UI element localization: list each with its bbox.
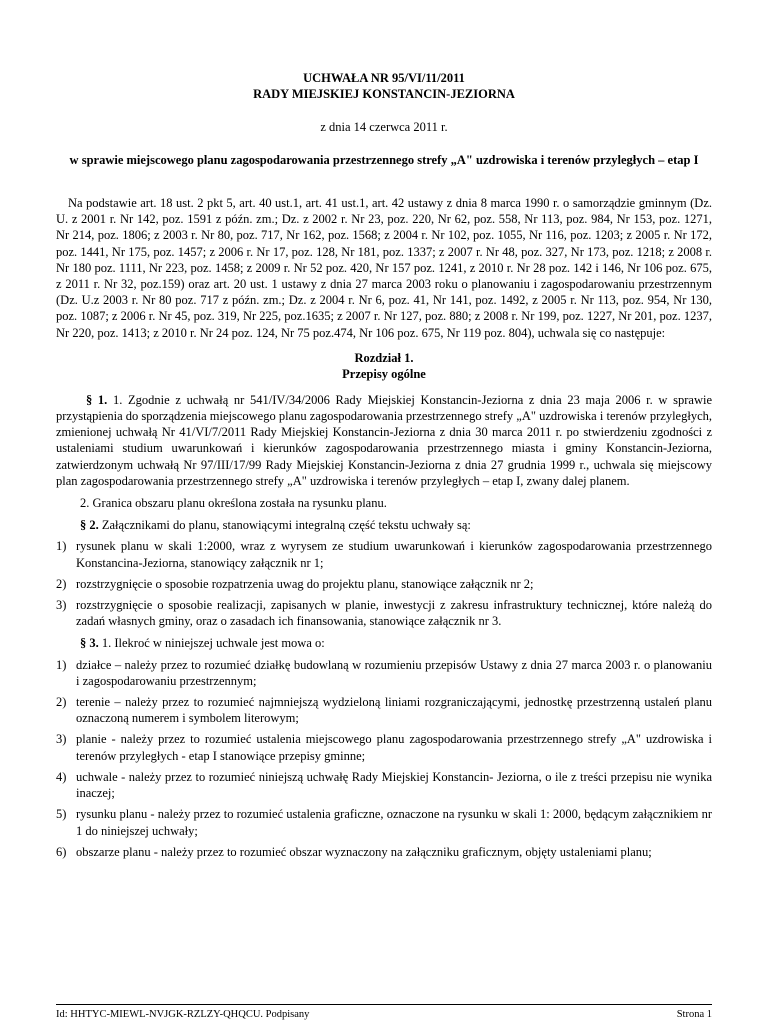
section-2-paragraph xyxy=(56,517,712,533)
list-item-text: działce – należy przez to rozumieć działkę budowlaną w rozumieniu przepisów Ustawy z dnia 27 marca 2003 r. o planowaniu i zagospodarowaniu przestrzennym; xyxy=(76,657,712,688)
footer-divider xyxy=(56,1004,712,1005)
list-item-text: planie - należy przez to rozumieć ustalenia miejscowego planu zagospodarowania przestrzennego strefy „A" uzdrowiska i terenów przyległych - etap I stanowiące przepisy gminne; xyxy=(76,732,712,763)
document-content xyxy=(56,70,712,860)
page-number: Strona 1 xyxy=(676,1009,712,1020)
legal-basis-paragraph: Na podstawie art. 18 ust. 2 pkt 5, art. 40 ust.1, art. 41 ust.1, art. 42 ustawy z dnia 8 marca 1990 r. o samorządzie gminnym (Dz. U. z 2001 r. Nr 142, poz. 1591 z późn. zm.; Dz. z 2002 r. Nr 23, poz. 220, Nr 62, poz. 558, Nr 113, poz. 984, Nr 153, poz. 1271, Nr 214, poz. 1806; z 2003 r. Nr 80, poz. 717, Nr 162, poz. 1568; z 2004 r. Nr 102, poz. 1055, Nr 116, poz. 1203; z 2005 r. Nr 172, poz. 1441, Nr 175, poz. 1457; z 2006 r. Nr 17, poz. 128, Nr 181, poz. 1337; z 2007 r. Nr 48, poz. 327, Nr 173, poz. 1218; z 2008 r. Nr 180 poz. 1111, Nr 223, poz. 1458; z 2009 r. Nr 52 poz. 420, Nr 157 poz. 1241, z 2010 r. Nr 28 poz. 142 i 146, Nr 106 poz. 675, z 2011 r. Nr 32, poz.159) oraz art. 20 ust. 1 ustawy z dnia 27 marca 2003 roku o planowaniu i zagospodarowaniu przestrzennym (Dz. U.z 2003 r. Nr 80 poz. 717 z późn. zm.; Dz. z 2004 r. Nr 6, poz. 41, Nr 141, poz. 1492, z 2005 r. Nr 113, poz. 954, Nr 130, poz. 1087; z 2006 r. Nr 45, poz. 319, Nr 225, poz.1635; z 2007 r. Nr 127, poz. 880; z 2008 r. Nr 199, poz. 1227, Nr 201, poz. 1237, Nr 220, poz. 1413; z 2010 r. Nr 24 poz. 124, Nr 75 poz.474, Nr 106 poz. 675, Nr 119 poz. 804), uchwala się co następuje: xyxy=(56,196,712,340)
list-item-number: 5) xyxy=(56,807,67,822)
list-item-number: 2) xyxy=(56,576,67,591)
list-item-text: terenie – należy przez to rozumieć najmniejszą wydzieloną liniami rozgraniczającymi, jednostkę przestrzenną ustaleń planu oznaczoną numerem i symbolem literowym; xyxy=(76,695,712,726)
list-item-text: uchwale - należy przez to rozumieć niniejszą uchwałę Rady Miejskiej Konstancin- Jeziorna, o ile z treści przepisu nie wynika inaczej; xyxy=(76,769,712,801)
section-2-marker: § 2. xyxy=(80,518,99,533)
document-id: Id: HHTYC-MIEWL-NVJGK-RZLZY-QHQCU. Podpisany xyxy=(56,1009,310,1020)
list-item-text: rysunku planu - należy przez to rozumieć ustalenia graficzne, oznaczone na rysunku w skali 1: 2000, będącym załącznikiem nr 1 do niniejszej uchwały; xyxy=(76,807,712,838)
list-item xyxy=(56,538,712,570)
section-3-marker: § 3. xyxy=(80,636,99,651)
section-2-list xyxy=(56,538,712,629)
chapter-subtitle: Przepisy ogólne xyxy=(342,367,426,382)
list-item-text: obszarze planu - należy przez to rozumieć obszar wyznaczony na załączniku graficznym, objęty ustaleniami planu; xyxy=(76,844,652,859)
list-item-number: 4) xyxy=(56,769,67,784)
list-item-number: 3) xyxy=(56,732,67,747)
list-item xyxy=(56,844,712,860)
list-item-number: 2) xyxy=(56,695,67,710)
list-item-text: rozstrzygnięcie o sposobie realizacji, zapisanych w planie, inwestycji z zakresu infrastruktury technicznej, które należą do zadań własnych gminy, oraz o zasadach ich finansowania, stanowiące załącznik nr 3. xyxy=(76,598,712,629)
section-3-paragraph xyxy=(56,635,712,651)
resolution-subject: w sprawie miejscowego planu zagospodarowania przestrzennego strefy „A" uzdrowiska i terenów przyległych – etap I xyxy=(69,153,699,167)
section-3-list xyxy=(56,657,712,860)
list-item xyxy=(56,694,712,726)
page-footer xyxy=(56,1009,712,1020)
list-item xyxy=(56,806,712,838)
list-item xyxy=(56,657,712,689)
list-item xyxy=(56,576,712,592)
list-item-text: rysunek planu w skali 1:2000, wraz z wyrysem ze studium uwarunkowań i kierunków zagospodarowania przestrzennego Konstancina-Jeziorna, stanowiący załącznik nr 1; xyxy=(76,539,712,570)
resolution-date: z dnia 14 czerwca 2011 r. xyxy=(320,120,448,134)
resolution-number: UCHWAŁA NR 95/VI/11/2011 xyxy=(303,71,465,85)
list-item-number: 3) xyxy=(56,598,67,613)
list-item-number: 6) xyxy=(56,844,67,859)
list-item-number: 1) xyxy=(56,657,67,672)
section-2-text: Załącznikami do planu, stanowiącymi integralną część tekstu uchwały są: xyxy=(98,518,471,533)
list-item xyxy=(56,597,712,629)
section-1-paragraph-1 xyxy=(56,392,712,489)
section-1-paragraph-2: 2. Granica obszaru planu określona została na rysunku planu. xyxy=(80,496,387,511)
section-3-text: 1. Ilekroć w niniejszej uchwale jest mowa o: xyxy=(98,636,325,651)
list-item-number: 1) xyxy=(56,539,67,554)
chapter-title: Rozdział 1. xyxy=(354,350,414,365)
list-item xyxy=(56,731,712,763)
council-name: RADY MIEJSKIEJ KONSTANCIN-JEZIORNA xyxy=(253,87,515,101)
section-1-marker: § 1. xyxy=(86,392,108,407)
section-1-text: 1. Zgodnie z uchwałą nr 541/IV/34/2006 Rady Miejskiej Konstancin-Jeziorna z dnia 23 maja 2006 r. w sprawie przystąpienia do sporządzenia miejscowego planu zagospodarowania przestrzennego strefy „A" uzdrowiska i terenów przyległych, zmienionej uchwałą Nr 41/VI/7/2011 Rady Miejskiej Konstancin-Jeziorna z dnia 30 marca 2011 r. po stwierdzeniu zgodności z ustaleniami studium uwarunkowań i kierunków zagospodarowania przestrzennego miasta i gminy Konstancin-Jeziorna, zatwierdzonym uchwałą Nr 97/III/17/99 Rady Miejskiej Konstancin-Jeziorna z dnia 27 grudnia 1999 r., uchwala się miejscowy plan zagospodarowania przestrzennego strefy „A" uzdrowiska i terenów przyległych – etap I, zwany dalej planem. xyxy=(56,392,713,488)
list-item xyxy=(56,769,712,801)
list-item-text: rozstrzygnięcie o sposobie rozpatrzenia uwag do projektu planu, stanowiące załącznik nr 2; xyxy=(76,576,534,591)
